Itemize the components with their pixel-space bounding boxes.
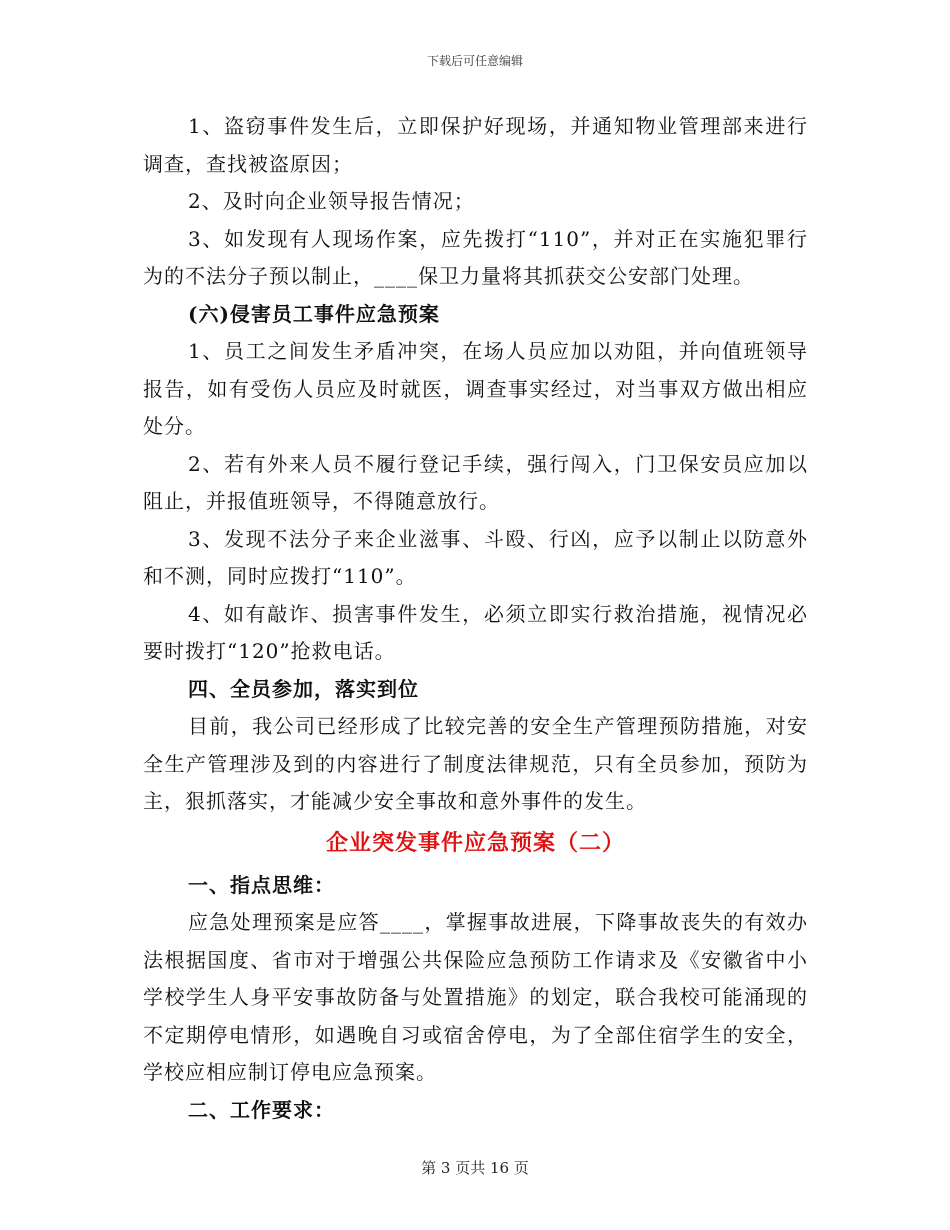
page-footer: 第 3 页共 16 页 [421,1159,529,1177]
section-heading-participation: 四、全员参加，落实到位 [188,676,419,701]
paragraph-participation: 目前，我公司已经形成了比较完善的安全生产管理预防措施，对安全生产管理涉及到的内容进行了制度法律规范，只有全员参加，预防为主，狠抓落实，才能减少安全事故和意外事件的发生。 [143,714,808,813]
paragraph-assault-2: 2、若有外来人员不履行登记手续，强行闯入，门卫保安员应加以阻止，并报值班领导，不得随意放行。 [143,451,808,513]
paragraph-theft-3: 3、如发现有人现场作案，应先拨打“110”，并对正在实施犯罪行为的不法分子预以制止，____保卫力量将其抓获交公安部门处理。 [143,226,808,288]
document-title: 企业突发事件应急预案（二） [325,829,625,856]
paragraph-assault-3: 3、发现不法分子来企业滋事、斗殴、行凶，应予以制止以防意外和不测，同时应拨打“110”。 [143,526,808,588]
document-body [143,108,808,1129]
section-heading-requirements: 二、工作要求： [188,1097,335,1122]
paragraph-assault-4: 4、如有敲诈、损害事件发生，必须立即实行救治措施，视情况必要时拨打“120”抢救电话。 [143,601,808,663]
paragraph-assault-1: 1、员工之间发生矛盾冲突，在场人员应加以劝阻，并向值班领导报告，如有受伤人员应及时就医，调查事实经过，对当事双方做出相应处分。 [143,339,808,438]
paragraph-guidance: 应急处理预案是应答____，掌握事故进展，下降事故丧失的有效办法根据国度、省市对于增强公共保险应急预防工作请求及《安徽省中小学校学生人身平安事故防备与处置措施》的划定，联合我校可能涌现的不定期停电情形，如遇晚自习或宿舍停电，为了全部住宿学生的安全，学校应相应制订停电应急预案。 [143,910,808,1084]
section-heading-guidance: 一、指点思维： [188,872,335,897]
page-header: 下载后可任意编辑 [426,54,523,68]
paragraph-theft-2: 2、及时向企业领导报告情况； [188,189,475,213]
paragraph-theft-1: 1、盗窃事件发生后，立即保护好现场，并通知物业管理部来进行调查，查找被盗原因； [143,114,808,176]
section-heading-assault: (六)侵害员工事件应急预案 [188,301,440,326]
